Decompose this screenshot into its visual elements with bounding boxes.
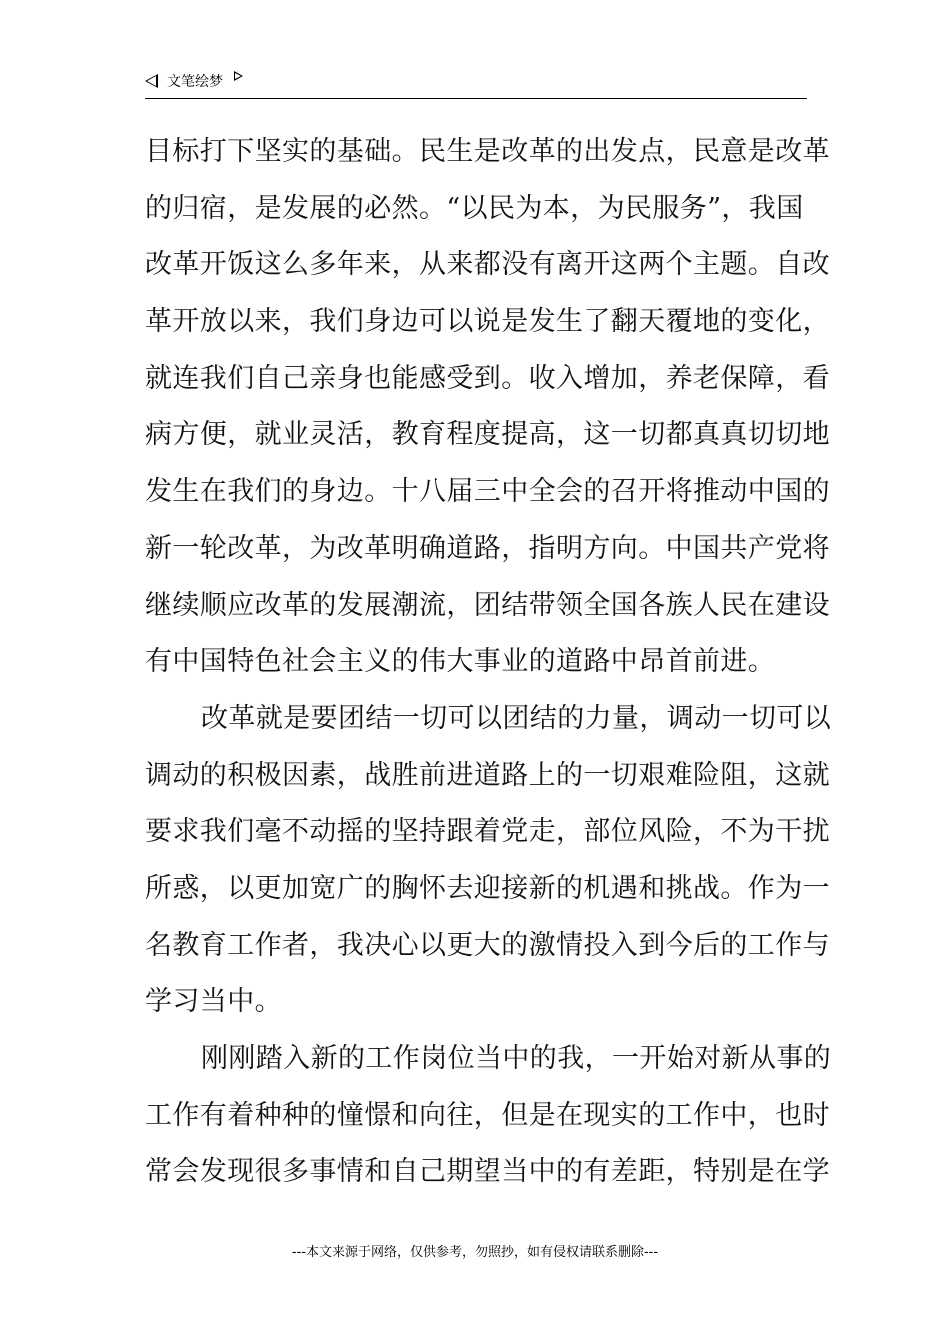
body-line: 病方便，就业灵活，教育程度提高，这一切都真真切切地 (145, 419, 830, 451)
body-line: 改革开饭这么多年来，从来都没有离开这两个主题。自改 (145, 249, 830, 281)
body-line: 的归宿，是发展的必然。“以民为本，为民服务”，我国 (145, 192, 804, 224)
body-line: 继续顺应改革的发展潮流，团结带领全国各族人民在建设 (145, 589, 830, 621)
body-line: 要求我们毫不动摇的坚持跟着党走，部位风险，不为干扰 (145, 816, 830, 848)
body-line: 工作有着种种的憧憬和向往，但是在现实的工作中，也时 (145, 1099, 830, 1131)
body-line: 就连我们自己亲身也能感受到。收入增加，养老保障，看 (145, 362, 830, 394)
document-body (145, 124, 832, 1201)
paragraph-start-line: 改革就是要团结一切可以团结的力量，调动一切可以 (201, 702, 832, 734)
body-line: 有中国特色社会主义的伟大事业的道路中昂首前进。 (145, 646, 776, 678)
paragraph-start-line: 刚刚踏入新的工作岗位当中的我，一开始对新从事的 (201, 1043, 832, 1074)
body-line: 革开放以来，我们身边可以说是发生了翻天覆地的变化， (145, 306, 830, 338)
body-line: 发生在我们的身边。十八届三中全会的召开将推动中国的 (145, 476, 830, 508)
body-line: 所惑，以更加宽广的胸怀去迎接新的机遇和挑战。作为一 (145, 872, 830, 904)
body-line: 常会发现很多事情和自己期望当中的有差距，特别是在学 (145, 1156, 830, 1188)
page-header (145, 68, 807, 99)
page-footer: ---本文来源于网络，仅供参考，勿照抄，如有侵权请联系删除--- (291, 1245, 659, 1260)
right-triangle-icon (234, 71, 243, 81)
body-line: 学习当中。 (145, 986, 282, 1018)
body-line: 新一轮改革，为改革明确道路，指明方向。中国共产党将 (145, 532, 830, 564)
body-line: 目标打下坚实的基础。民生是改革的出发点，民意是改革 (145, 136, 830, 167)
left-triangle-icon (145, 74, 158, 88)
body-line: 调动的积极因素，战胜前进道路上的一切艰难险阻，这就 (145, 759, 830, 791)
header-title: 文笔绘梦 (167, 74, 223, 90)
body-line: 名教育工作者，我决心以更大的激情投入到今后的工作与 (145, 929, 830, 961)
